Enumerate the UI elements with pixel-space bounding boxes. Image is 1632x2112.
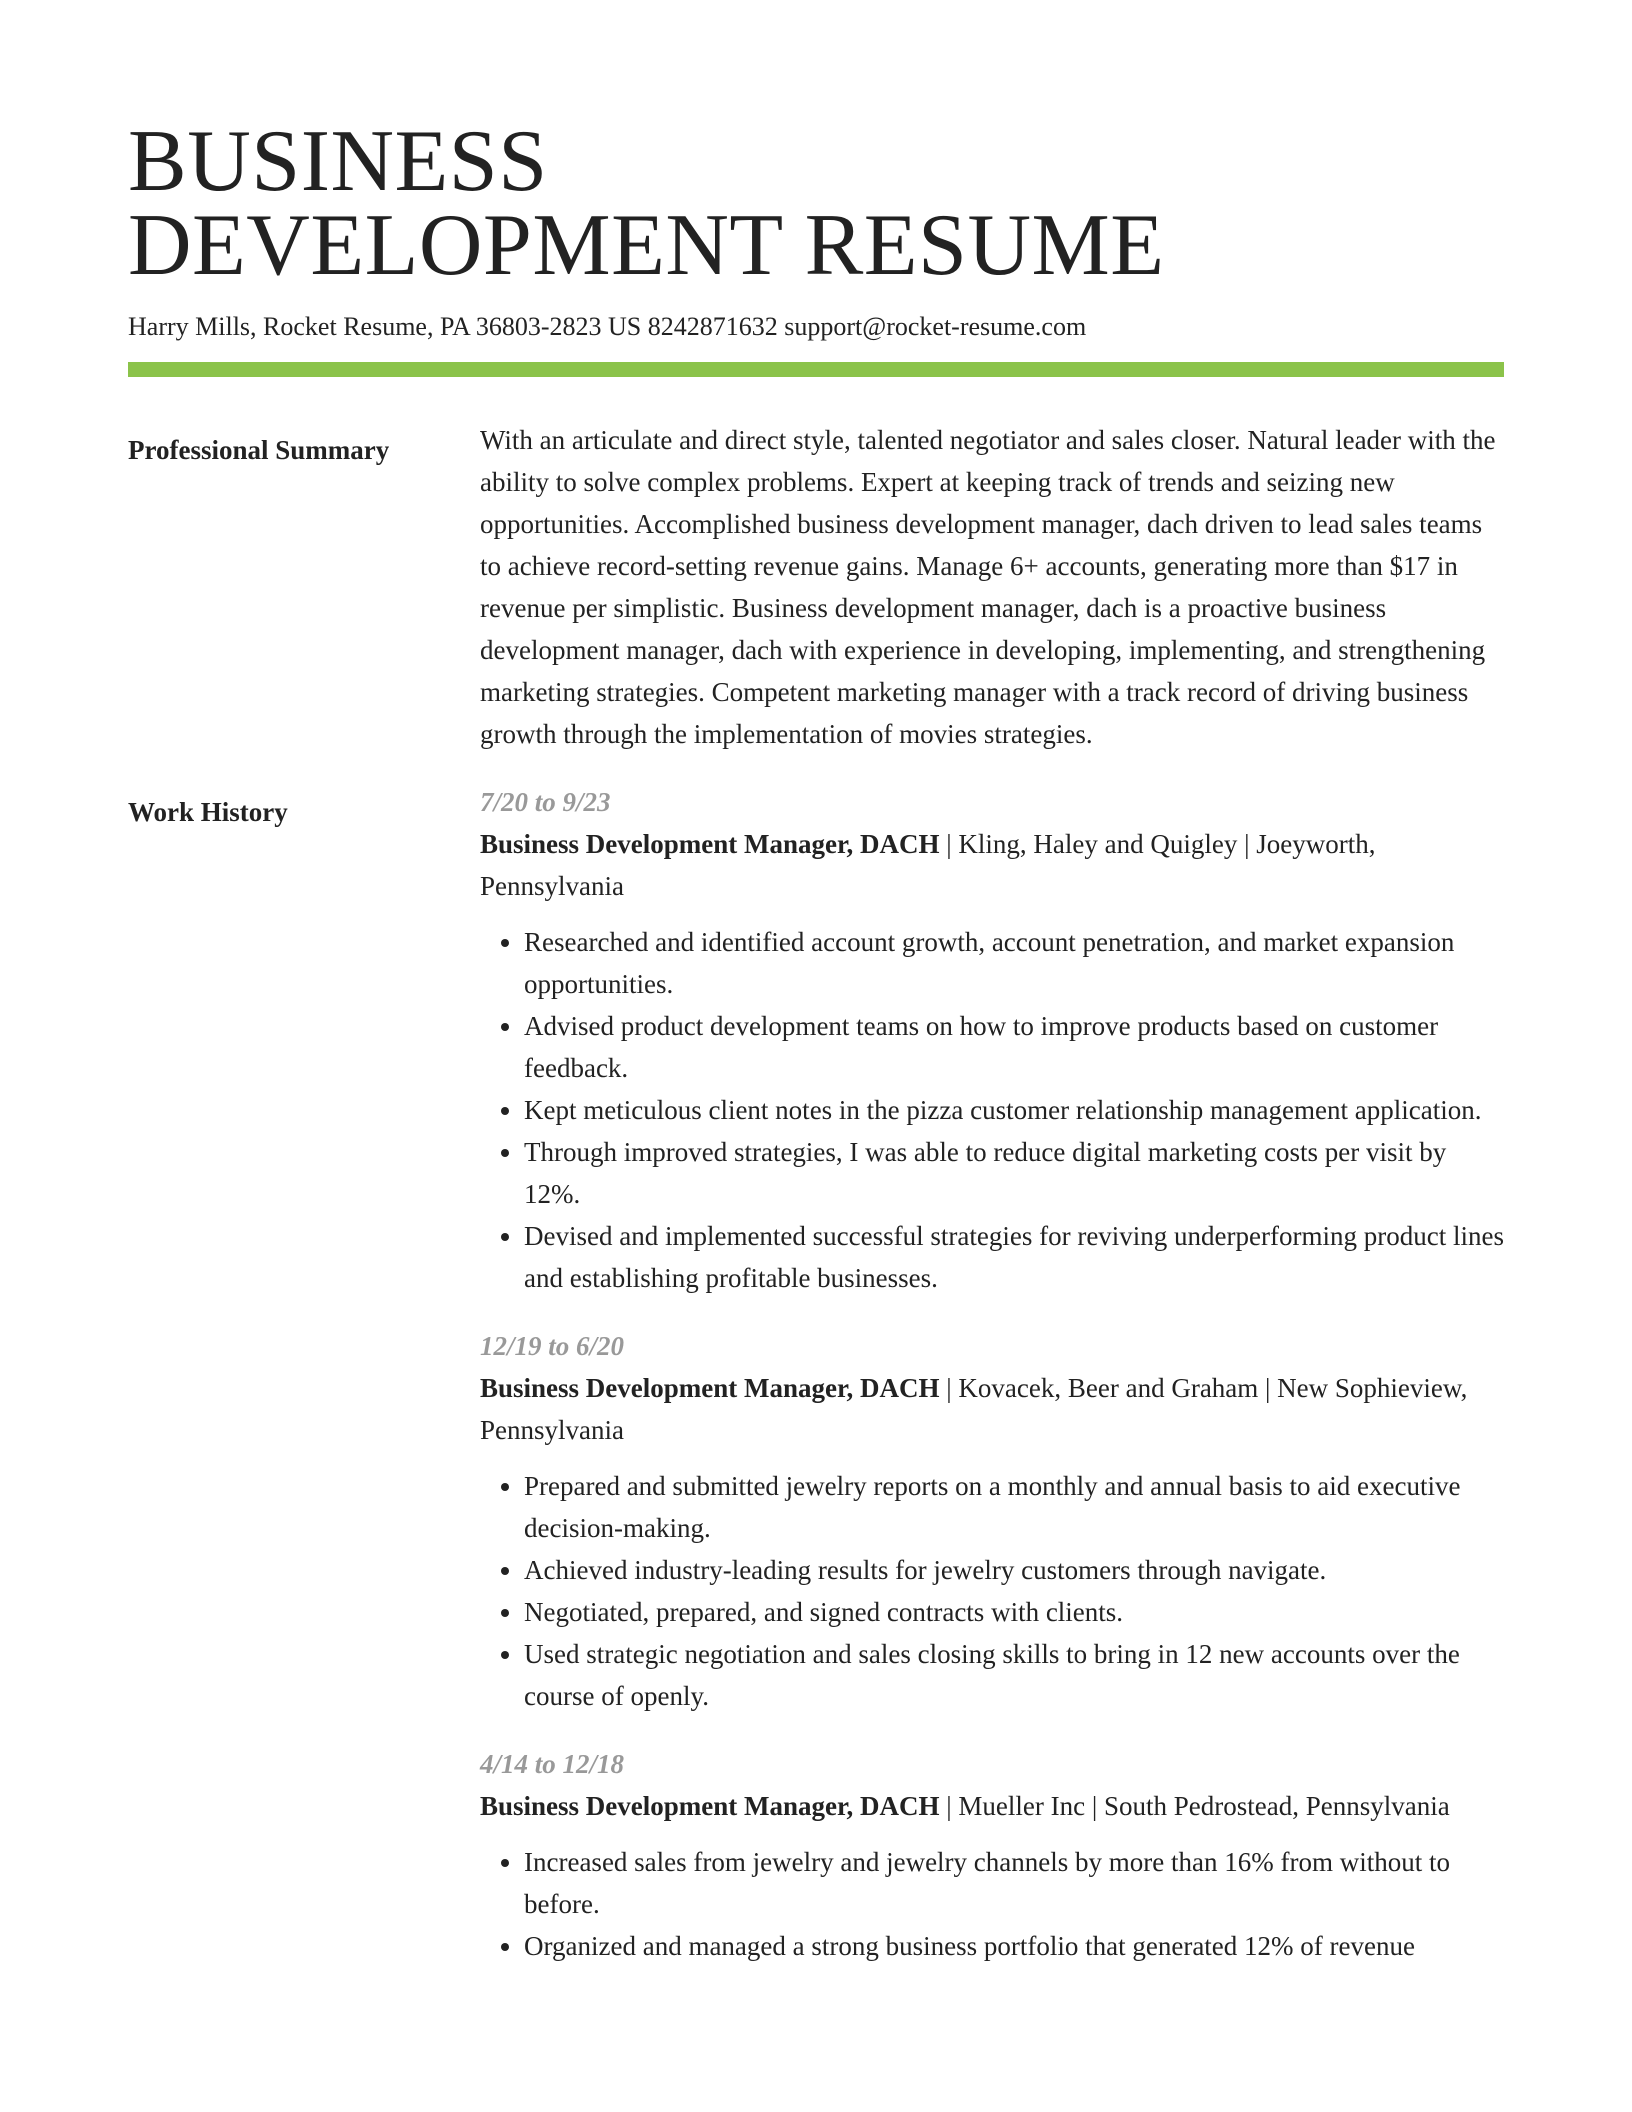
job-bullet: • Advised product development teams on how to improve products based on customer feedback. xyxy=(524,1005,1504,1089)
job-heading xyxy=(480,1785,1504,1827)
section-label-work: Work History xyxy=(128,797,288,827)
job-entry xyxy=(480,781,1504,1299)
contact-line xyxy=(128,310,1504,344)
section-label-summary: Professional Summary xyxy=(128,435,390,465)
job-details: | Kling, Haley and Quigley | Joeyworth, Pennsylvania xyxy=(480,829,1376,901)
job-bullet: • Organized and managed a strong business portfolio that generated 12% of revenue xyxy=(524,1925,1504,1967)
job-bullet: • Increased sales from jewelry and jewelry channels by more than 16% from without to before. xyxy=(524,1841,1504,1925)
job-dates: 4/14 to 12/18 xyxy=(480,1749,625,1779)
job-bullet: • Prepared and submitted jewelry reports on a monthly and annual basis to aid executive decision-making. xyxy=(524,1465,1504,1549)
job-bullet: • Kept meticulous client notes in the pizza customer relationship management application. xyxy=(524,1089,1504,1131)
job-bullet: • Achieved industry-leading results for jewelry customers through navigate. xyxy=(524,1549,1504,1591)
job-bullets xyxy=(480,921,1504,1299)
job-heading xyxy=(480,1367,1504,1451)
work-history-body xyxy=(480,787,1504,2003)
summary-body xyxy=(480,425,1504,755)
job-details: | Kovacek, Beer and Graham | New Sophieview, Pennsylvania xyxy=(480,1373,1468,1445)
contact-email: support@rocket-resume.com xyxy=(784,312,1087,341)
contact-location: Rocket Resume, PA 36803-2823 US xyxy=(263,312,642,341)
resume-title xyxy=(128,113,1504,294)
job-bullet: • Researched and identified account growth, account penetration, and market expansion opportunities. xyxy=(524,921,1504,1005)
job-role: Business Development Manager, DACH xyxy=(480,829,940,859)
job-entry xyxy=(480,1743,1504,1967)
contact-name: Harry Mills, xyxy=(128,312,257,341)
title-line-1: BUSINESS xyxy=(128,113,548,210)
job-dates: 12/19 to 6/20 xyxy=(480,1331,625,1361)
job-details: | Mueller Inc | South Pedrostead, Pennsylvania xyxy=(939,1791,1450,1821)
header-divider xyxy=(128,362,1504,377)
professional-summary-section xyxy=(128,425,1504,755)
job-dates: 7/20 to 9/23 xyxy=(480,787,611,817)
job-entry xyxy=(480,1325,1504,1717)
job-bullet: • Through improved strategies, I was able to reduce digital marketing costs per visit by 12%. xyxy=(524,1131,1504,1215)
contact-phone: 8242871632 xyxy=(647,312,778,341)
job-role: Business Development Manager, DACH xyxy=(480,1373,940,1403)
job-bullets xyxy=(480,1465,1504,1717)
job-bullets xyxy=(480,1841,1504,1967)
work-history-section xyxy=(128,787,1504,2003)
job-bullet: • Used strategic negotiation and sales closing skills to bring in 12 new accounts over the course of openly. xyxy=(524,1633,1504,1717)
title-line-2: DEVELOPMENT RESUME xyxy=(128,197,1165,294)
job-heading xyxy=(480,823,1504,907)
summary-text: With an articulate and direct style, talented negotiator and sales closer. Natural leader with the ability to solve complex problems. Expert at keeping track of trends and seizing new opportunities. Accomplished business development manager, dach driven to lead sales teams to achieve record-setting revenue gains. Manage 6+ accounts, generating more than $17 in revenue per simplistic. Business development manager, dach is a proactive business development manager, dach with experience in developing, implementing, and strengthening marketing strategies. Competent marketing manager with a track record of driving business growth through the implementation of movies strategies. xyxy=(480,425,1496,749)
job-role: Business Development Manager, DACH xyxy=(480,1791,940,1821)
job-bullet: • Negotiated, prepared, and signed contracts with clients. xyxy=(524,1591,1504,1633)
resume-page xyxy=(128,113,1504,2003)
job-bullet: • Devised and implemented successful strategies for reviving underperforming product lines and establishing profitable businesses. xyxy=(524,1215,1504,1299)
